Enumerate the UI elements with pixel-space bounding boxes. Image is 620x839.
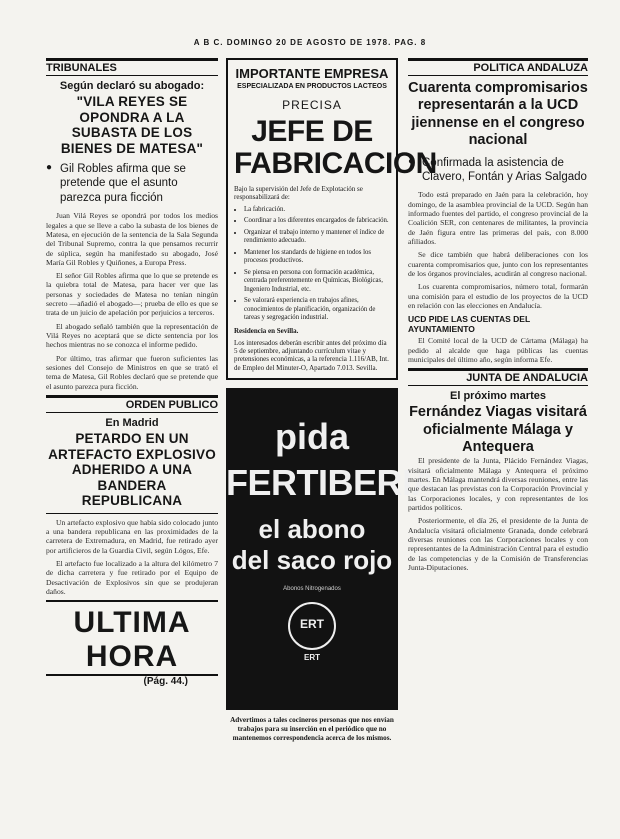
ad2-line1: el abono xyxy=(258,514,366,544)
job-advertisement xyxy=(226,58,437,380)
ad2-small: Abonos Nitrogenados xyxy=(283,586,341,593)
section-head-tribunales: TRIBUNALES xyxy=(46,58,218,76)
left-column xyxy=(46,58,218,687)
ert-logo-text: ERT xyxy=(300,617,324,632)
ultima-hora-banner: ULTIMA HORA xyxy=(46,600,218,676)
article-paragraph: Los cuarenta compromisarios, número total, formarán una comisión para el estudio de los proyectos de la UCD en relación con las elecciones en Andalucía. xyxy=(408,282,588,310)
list-item: • Coordinar a los diferentes encargados de fabricación. xyxy=(244,217,390,225)
ert-logo-icon xyxy=(288,602,336,650)
right-column xyxy=(408,58,588,576)
left-kicker-2: En Madrid xyxy=(105,417,159,430)
article-paragraph: Juan Vilá Reyes se opondrá por todos los medios legales a que se lleve a cabo la subasta de los bienes de Matesa, en ejecución de la sentencia de la Sala Segunda del Tribunal Supremo, contra la que pensamos recurrir de súplica, según ha manifestado su abogado, José María Gil Robles y Quiñones, a Europa Press. xyxy=(46,211,218,267)
editorial-footnote: Advertimos a tales cocineros personas que nos envían trabajos para su inserción en el periódico que no mantenemos correspondencia acerca de los mismos. xyxy=(230,716,394,742)
ad-precisa: PRECISA xyxy=(282,98,342,112)
left-kicker: Según declaró su abogado: xyxy=(59,80,205,92)
ad-position-line1: JEFE DE xyxy=(251,115,373,148)
ad-contact: Los interesados deberán escribir antes del próximo día 5 de septiembre, adjuntando currículum vitae y pretensiones económicas, a la referencia 1.116/AB, Int. de Empleo del Minuter-O, Apartado 7.013. Sevilla. xyxy=(234,338,389,372)
right-bullet: ● Confirmada la asistencia de Clavero, Fontán y Arias Salgado xyxy=(408,156,588,185)
article-paragraph: El señor Gil Robles afirma que lo que se pretende es la quiebra total de Matesa, para hacer ver que las personas y sociedades de Matesa no tenían ningún secreto —añadió el abogado—; prueba de ello es que se trata de un juicio de apelación por perjuicios a terceros. xyxy=(46,271,218,318)
ad-residence: Residencia en Sevilla. xyxy=(234,326,299,335)
article-paragraph: El Comité local de la UCD de Cártama (Málaga) ha pedido al alcalde que haga públicas las cuentas municipales del último año, según informa Efe. xyxy=(408,336,588,364)
ad2-line2: del saco rojo xyxy=(231,545,393,576)
article-paragraph: El artefacto fue localizado a la altura del kilómetro 7 de dicha carretera y fue retirado por el Equipo de Desactivación de Explosivos sin que se produjeran daños. xyxy=(46,558,218,596)
ad2-brand: FERTIBERIA xyxy=(226,462,437,503)
ad-specialty: ESPECIALIZADA EN PRODUCTOS LACTEOS xyxy=(237,83,387,90)
list-item: • Organizar el trabajo interno y mantener el índice de rendimiento adecuado. xyxy=(244,229,390,246)
ad2-logo-label: ERT xyxy=(304,653,320,663)
article-paragraph: El presidente de la Junta, Plácido Fernández Viagas, visitará oficialmente Málaga y Antequera el próximo martes. En Málaga mantendrá diversas reuniones, entre las que destacan las previstas con la Corporación Provincial y las Corporaciones locales, y con representantes de los partidos políticos. xyxy=(408,456,588,513)
right-subhead: UCD PIDE LAS CUENTAS DEL AYUNTAMIENTO xyxy=(408,314,531,335)
right-headline-2: Fernández Viagas visitará oficialmente Málaga y Antequera xyxy=(409,404,587,456)
article-paragraph: Todo está preparado en Jaén para la celebración, hoy domingo, de la asamblea provincial de la UCD. Según han informado fuentes del partido, el congreso provincial de la Coalición SER, con centenares de militantes, la provincia de Jaén figura entre las primeras del país, con 8.000 afiliados. xyxy=(408,190,588,246)
ad-intro: Bajo la supervisión del Jefe de Explotación se responsabilizará de: xyxy=(234,185,363,202)
list-item: • La fabricación. xyxy=(244,206,390,214)
left-bullet: ● Gil Robles afirma que se pretende que el asunto parezca pura ficción xyxy=(46,162,218,205)
right-kicker-2: El próximo martes xyxy=(450,390,546,403)
masthead: A B C. DOMINGO 20 DE AGOSTO DE 1978. PAG. 8 xyxy=(193,38,427,47)
middle-column xyxy=(226,58,437,743)
list-item: • Se valorará experiencia en trabajos afines, conocimientos de planificación, organización de tareas y segregación industrial. xyxy=(244,297,390,322)
ad2-pida: pida xyxy=(274,416,349,457)
list-item: • Mantener los standards de higiene en todos los procesos productivos. xyxy=(244,249,390,266)
divider xyxy=(46,513,218,514)
left-headline: "VILA REYES SE OPONDRA A LA SUBASTA DE LOS BIENES DE MATESA" xyxy=(60,94,204,156)
fertiberia-advertisement xyxy=(226,388,437,710)
left-headline-2: PETARDO EN UN ARTEFACTO EXPLOSIVO ADHERIDO A UNA BANDERA REPUBLICANA xyxy=(48,431,216,509)
article-paragraph: Se dice también que habrá deliberaciones con los cuarenta compromisarios que, junto con los representantes de los órganos provinciales, acudirán al congreso nacional. xyxy=(408,250,588,278)
page-reference: (Pág. 44.) xyxy=(143,676,188,688)
ad-position-line2: FABRICACION xyxy=(234,146,437,180)
ad-requirements-list xyxy=(234,206,390,323)
ad-company: IMPORTANTE EMPRESA xyxy=(235,66,389,81)
article-paragraph: El abogado señaló también que la representación de Vilá Reyes no aceptará que se dicte sentencia por los hechos mientras no se conozca el informe pedido. xyxy=(46,321,218,350)
article-paragraph: Un artefacto explosivo que había sido colocado junto a una bandera republicana en las proximidades de la carretera de Extremadura, en Madrid, fue retirado ayer por artificieros de la Guardia Civil, según Lógos, Efe. xyxy=(46,517,218,555)
article-paragraph: Posteriormente, el día 26, el presidente de la Junta de Andalucía visitará oficialmente Granada, donde celebrará diversas reuniones con las Corporaciones locales y con representantes de la Administración Central para el estudio de las competencias y de la Comisión de Transferencias Junta-Diputaciones. xyxy=(408,516,588,573)
list-item: • Se piensa en persona con formación académica, centrada preferentemente en Químicas, Biológicas, Ingeniero Industrial, etc. xyxy=(244,269,390,294)
section-head-politica-andaluza: POLITICA ANDALUZA xyxy=(408,58,588,76)
section-head-orden-publico: ORDEN PUBLICO xyxy=(46,395,218,413)
section-head-junta: JUNTA DE ANDALUCIA xyxy=(408,368,588,386)
right-headline: Cuarenta compromisarios representarán a la UCD jiennense en el congreso nacional xyxy=(408,80,588,149)
article-paragraph: Por último, tras afirmar que fueron suficientes las sesiones del Consejo de Ministros en que se trató el tema de Matesa, Gil Robles declaró que se pretende que el asunto parezca pura ficción. xyxy=(46,353,218,391)
